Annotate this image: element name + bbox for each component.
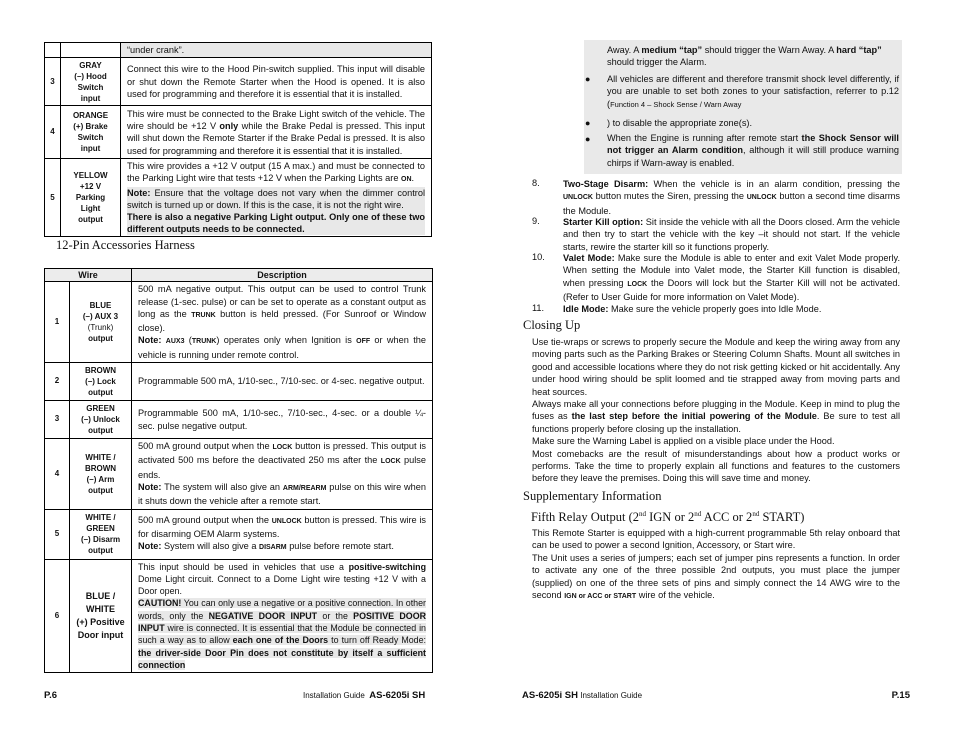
table-row: 6 BLUE / WHITE (+) Positive Door input This input should be used in vehicles that use a positive-switching Dome Light circuit. Connect to a Dome Light wire testing +12 V with a Door open. CAUTION! You can only use a negative or a positive connection. In other words, only the NEGATIVE DOOR INPUT or the POSITIVE DOOR INPUT wire is connected. It is essential that the Module be connected in such a way as to allow each one of the Doors to turn off Ready Mode: the driver-side Door Pin does not constitute by itself a sufficient connection xyxy=(45,559,433,673)
list-item: Two-Stage Disarm: When the vehicle is in an alarm condition, pressing the UNLOCK button mutes the Siren, pressing the UNLOCK button a second time disarms the Module. xyxy=(563,179,901,216)
fifth-relay-title: Fifth Relay Output (2nd IGN or 2nd ACC or 2nd START) xyxy=(531,510,805,525)
fifth-relay-paragraph: This Remote Starter is equipped with a high-current programmable 5th relay onboard that can be used to power a second Ignition, Accessory, or Start wire. The Unit uses a series of jumpers; each set of jumper pins represents a function. In order to activate any one of the three possible 2nd outputs, you must place the jumper (supplied) on one of the three sets of pins and simply connect the 14 AWG wire to the second IGN or ACC or START wire of the vehicle. xyxy=(532,528,900,601)
box-bullet-2: ) to disable the appropriate zone(s). xyxy=(607,118,753,128)
harness-table xyxy=(44,268,433,673)
wire-name: YELLOW +12 V Parking Light output xyxy=(61,159,121,237)
wire-description: This wire provides a +12 V output (15 A max.) and must be connected to the Parking Light wire that tests +12 V when the Parking Lights are ON. Note: Ensure that the voltage does not vary when the dimmer control switch is turned up or down. If this is the case, it is not the right wire. There is also a negative Parking Light output. Only one of these two different outputs needs to be connected. xyxy=(121,159,432,237)
table-row: 2 BROWN (–) Lock output Programmable 500 mA, 1/10-sec., 7/10-sec. or 4-sec. negative output. xyxy=(45,363,433,401)
table-row: 4 WHITE / BROWN (–) Arm output 500 mA ground output when the LOCK button is pressed. This output is activated 500 ms before the deactivated 250 ms after the LOCK pulse ends. Note: The system will also give an ARM/REARM pulse on this wire when it shuts down the vehicle after a remote start. xyxy=(45,439,433,509)
list-item: Idle Mode: Make sure the vehicle properly goes into Idle Mode. xyxy=(563,304,822,314)
header-row xyxy=(45,269,433,282)
wire-name: ORANGE (+) Brake Switch input xyxy=(61,106,121,159)
wire-name: WHITE / BROWN (–) Arm output xyxy=(70,439,132,509)
footer-model: AS-6205i SH xyxy=(369,690,426,701)
footer-guide: Installation Guide xyxy=(580,691,643,700)
item-number: 10. xyxy=(532,252,545,262)
wire-name: BROWN (–) Lock output xyxy=(70,363,132,401)
page-number: P.15 xyxy=(891,690,910,701)
list-item: Starter Kill option: Sit inside the vehicle with all the Doors closed. Arm the vehicle and then try to start the vehicle with the key –it should not start. If the vehicle starts, rewire the starter kill so it functions properly. xyxy=(563,217,900,252)
box-line-1: Away. A medium “tap” should trigger the Warn Away. A hard “tap” should trigger the Alarm. xyxy=(607,45,882,68)
wire-description: 500 mA negative output. This output can be used to control Trunk release (1-sec. pulse) or can be set to operate as a constant output as long as the TRUNK button is held pressed. (For Sunroof or Window close). Note: AUX3 (TRUNK) operates only when Ignition is OFF or when the vehicle is running under remote control. xyxy=(132,282,433,363)
wire-description: Programmable 500 mA, 1/10-sec., 7/10-sec. or 4-sec. negative output. xyxy=(132,363,433,401)
harness-title: 12-Pin Accessories Harness xyxy=(56,238,195,252)
wire-description: 500 mA ground output when the LOCK button is pressed. This output is activated 500 ms before the deactivated 250 ms after the LOCK pulse ends. Note: The system will also give an ARM/REARM pulse on this wire when it shuts down the vehicle after a remote start. xyxy=(132,439,433,509)
wire-description: 500 mA ground output when the UNLOCK button is pressed. This wire is for disarming OEM Alarm systems. Note: System will also give a DISARM pulse before remote start. xyxy=(132,509,433,559)
footer-model: AS-6205i SH xyxy=(522,690,578,701)
wire-name: WHITE / GREEN (–) Disarm output xyxy=(70,509,132,559)
wire-name: GRAY (–) Hood Switch input xyxy=(61,58,121,106)
list-item: Valet Mode: Make sure the Module is able to enter and exit Valet Mode properly. When setting the Module into Valet mode, the Starter Kill function is disabled, when pressing LOCK the Doors will lock but the Starter Kill will not be activated. (Refer to User Guide for more information on Valet Mode). xyxy=(563,253,900,303)
closing-paragraph: Use tie-wraps or screws to properly secure the Module and keep the wiring away from any moving parts such as the Parking Brakes or Steering Column Shafts. Mount all switches in good and accessible locations where they do not risk getting kicked or hit accidentally. Any under hood wiring should be split loomed and tie strapped away from moving parts and heat sources. Always make all your connections before plugging in the Module. Keep in mind to plug the fuses as the last step before the initial powering of the Module. Be sure to test all functions properly before closing up the installation. Make sure the Warning Label is applied on a visible place under the Hood. Most comebacks are the result of misunderstandings about how a product works or performs. Take the time to properly explain all functions and features to the customers before they leave the premises. Doing this will save time and money. xyxy=(532,337,900,484)
row-number: 4 xyxy=(45,106,61,159)
wire-description: This wire must be connected to the Brake Light switch of the vehicle. The wire should be +12 V only while the Brake Pedal is pressed. This input will shut down the Remote Starter if the Brake Pedal is pressed. It is also used for programming and therefore it is essential that it is installed. xyxy=(121,106,432,159)
wire-description: Connect this wire to the Hood Pin-switch supplied. This input will disable or shut down the Remote Starter when the Hood is opened. It is also used for programming and therefore it is essential that it is installed. xyxy=(121,58,432,106)
box-bullet-1: All vehicles are different and therefore transmit shock level differently, if you are unable to set both zones to your satisfaction, referrer to p.12 (Function 4 – Shock Sense / Warn Away xyxy=(607,74,899,109)
item-number: 8. xyxy=(532,178,540,188)
header-description: Description xyxy=(132,269,433,282)
item-number: 11. xyxy=(532,303,545,313)
table-row: 3 GREEN (–) Unlock output Programmable 500 mA, 1/10-sec., 7/10-sec., 4-sec. or a double ¼-sec. pulse negative output. xyxy=(45,401,433,439)
page-number: P.6 xyxy=(44,690,58,701)
box-bullet-3: When the Engine is running after remote start the Shock Sensor will not trigger an Alarm condition, although it will still produce warning chirps if Warn-away is enabled. xyxy=(607,133,899,168)
table-row xyxy=(45,58,432,106)
bullet-icon: ● xyxy=(585,74,591,84)
footer-guide: Installation Guide xyxy=(303,691,365,700)
wire-name: BLUE / WHITE (+) Positive Door input xyxy=(70,559,132,673)
table-row xyxy=(45,106,432,159)
header-wire: Wire xyxy=(45,269,132,282)
closing-up-title: Closing Up xyxy=(523,318,581,332)
bullet-icon: ● xyxy=(585,118,591,128)
table-row: 1 BLUE (–) AUX 3 (Trunk) output 500 mA negative output. This output can be used to control Trunk release (1-sec. pulse) or can be set to operate as a constant output as long as the TRUNK button is held pressed. (For Sunroof or Window close). Note: AUX3 (TRUNK) operates only when Ignition is OFF or when the vehicle is running under remote control. xyxy=(45,282,433,363)
wire-name: BLUE (–) AUX 3 (Trunk) output xyxy=(70,282,132,363)
item-number: 9. xyxy=(532,216,540,226)
wire-name: GREEN (–) Unlock output xyxy=(70,401,132,439)
wire-description: This input should be used in vehicles that use a positive-switching Dome Light circuit. Connect to a Dome Light wire testing +12 V with a Door open. CAUTION! You can only use a negative or a positive connection. In other words, only the NEGATIVE DOOR INPUT or the POSITIVE DOOR INPUT wire is connected. It is essential that the Module be connected in such a way as to allow each one of the Doors to turn off Ready Mode: the driver-side Door Pin does not constitute by itself a sufficient connection xyxy=(132,559,433,673)
top-wire-table xyxy=(44,42,432,237)
cont-row-text: “under crank”. xyxy=(121,43,432,58)
wire-description: Programmable 500 mA, 1/10-sec., 7/10-sec., 4-sec. or a double ¼-sec. pulse negative output. xyxy=(132,401,433,439)
supplementary-title: Supplementary Information xyxy=(523,489,662,503)
table-row: 5 WHITE / GREEN (–) Disarm output 500 mA ground output when the UNLOCK button is pressed. This wire is for disarming OEM Alarm systems. Note: System will also give a DISARM pulse before remote start. xyxy=(45,509,433,559)
row-number: 3 xyxy=(45,58,61,106)
row-number: 5 xyxy=(45,159,61,237)
bullet-icon: ● xyxy=(585,134,591,144)
table-row xyxy=(45,159,432,237)
